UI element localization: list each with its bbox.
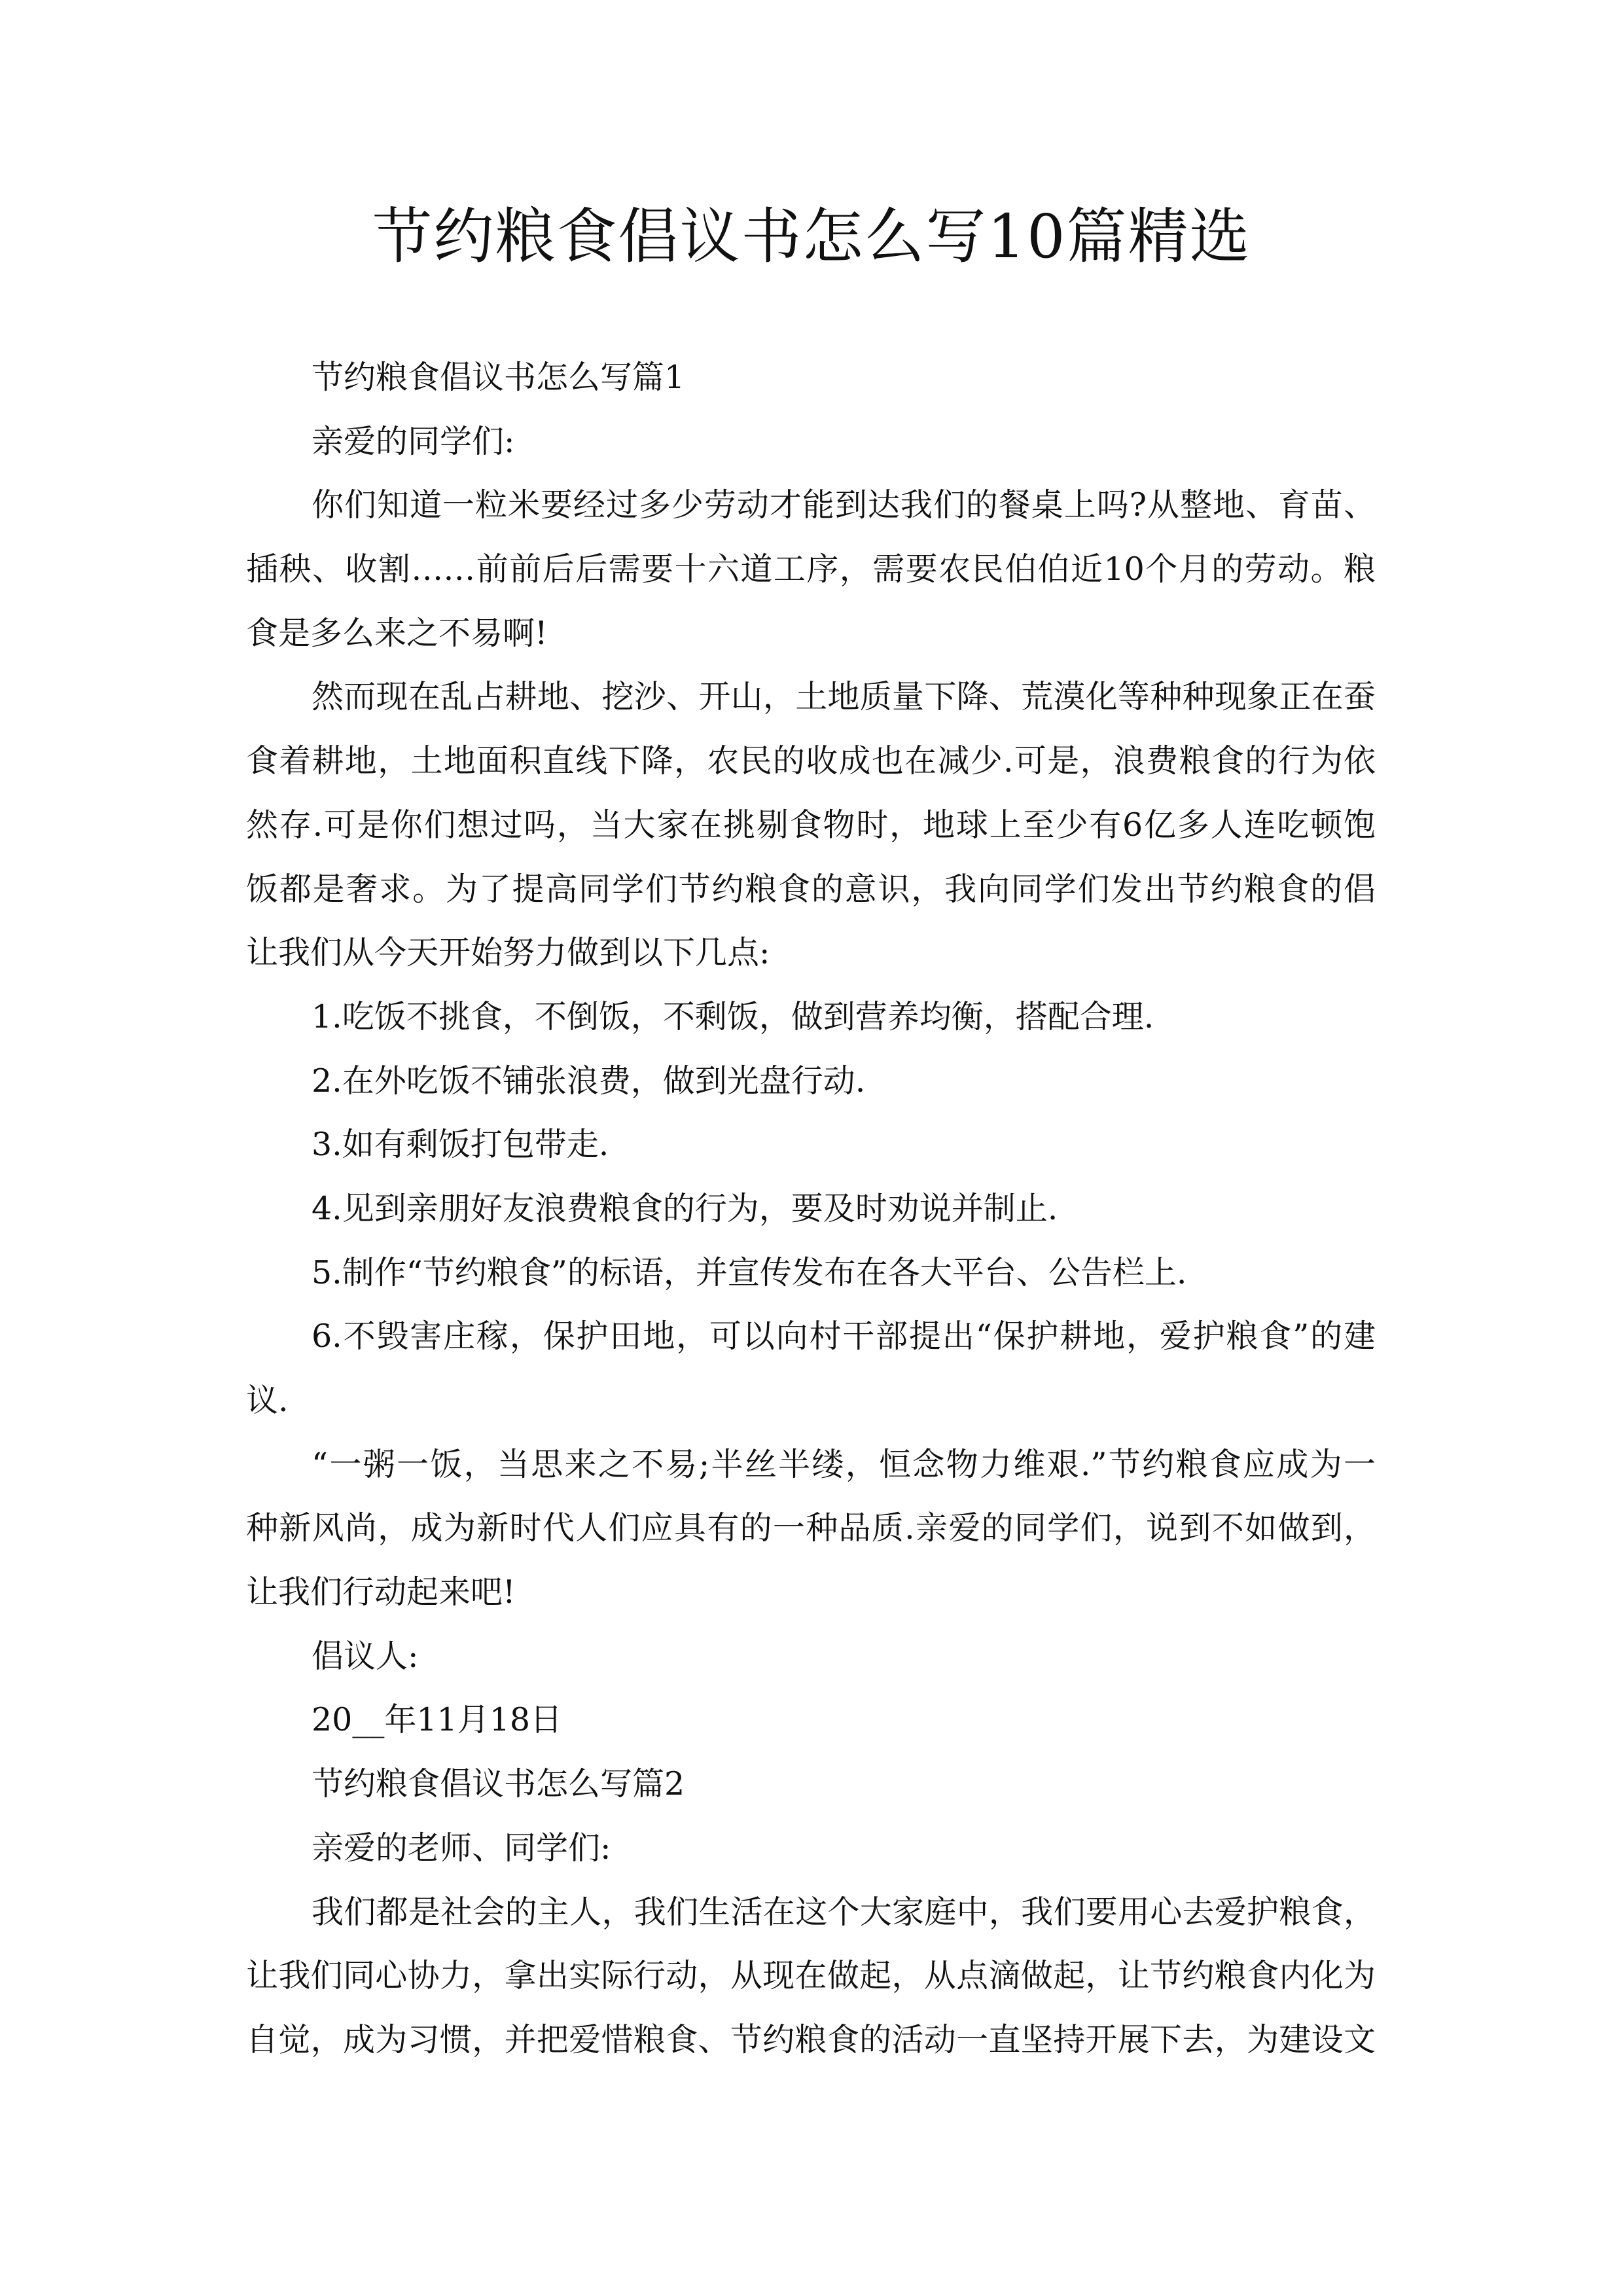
date: 20__年11月18日 — [312, 1701, 563, 1739]
paragraph-line: 让我们同心协力，拿出实际行动，从现在做起，从点滴做起，让节约粮食内化为 — [246, 1957, 1376, 1995]
list-item-continued: 议. — [246, 1382, 289, 1419]
document-title: 节约粮食倡议书怎么写10篇精选 — [372, 202, 1251, 272]
list-item: 6.不毁害庄稼，保护田地，可以向村干部提出“保护耕地，爱护粮食”的建 — [312, 1318, 1376, 1355]
salutation: 亲爱的同学们: — [312, 422, 515, 460]
salutation: 亲爱的老师、同学们: — [312, 1829, 611, 1867]
paragraph-line: 插秧、收割……前前后后需要十六道工序，需要农民伯伯近10个月的劳动。粮 — [246, 550, 1376, 588]
paragraph-line: 让我们行动起来吧! — [246, 1573, 516, 1611]
paragraph-line: “一粥一饭，当思来之不易;半丝半缕，恒念物力维艰.”节约粮食应成为一 — [312, 1445, 1376, 1483]
document-body — [246, 346, 1376, 2072]
paragraph-line: 自觉，成为习惯，并把爱惜粮食、节约粮食的活动一直坚持开展下去，为建设文 — [246, 2020, 1376, 2058]
list-item: 5.制作“节约粮食”的标语，并宣传发布在各大平台、公告栏上. — [312, 1253, 1187, 1291]
paragraph-line: 我们都是社会的主人，我们生活在这个大家庭中，我们要用心去爱护粮食， — [312, 1893, 1376, 1931]
paragraph-line: 让我们从今天开始努力做到以下几点: — [246, 934, 770, 972]
paragraph-line: 你们知道一粒米要经过多少劳动才能到达我们的餐桌上吗?从整地、育苗、 — [312, 486, 1376, 524]
list-item: 2.在外吃饭不铺张浪费，做到光盘行动. — [312, 1062, 866, 1100]
list-item: 4.见到亲朋好友浪费粮食的行为，要及时劝说并制止. — [312, 1189, 1058, 1227]
paragraph-line: 饭都是奢求。为了提高同学们节约粮食的意识，我向同学们发出节约粮食的倡 — [246, 870, 1376, 908]
paragraph-line: 然而现在乱占耕地、挖沙、开山，土地质量下降、荒漠化等种种现象正在蚕 — [312, 678, 1376, 716]
paragraph-line: 种新风尚，成为新时代人们应具有的一种品质.亲爱的同学们，说到不如做到， — [246, 1509, 1376, 1547]
list-item: 3.如有剩饭打包带走. — [312, 1126, 609, 1164]
paragraph-line: 食是多么来之不易啊! — [246, 614, 548, 652]
signature-label: 倡议人: — [312, 1637, 419, 1675]
list-item: 1.吃饭不挑食，不倒饭，不剩饭，做到营养均衡，搭配合理. — [312, 997, 1154, 1035]
paragraph-line: 然存.可是你们想过吗，当大家在挑剔食物时，地球上至少有6亿多人连吃顿饱 — [246, 806, 1376, 844]
section-heading-1: 节约粮食倡议书怎么写篇1 — [312, 359, 685, 396]
paragraph-line: 食着耕地，土地面积直线下降，农民的收成也在减少.可是，浪费粮食的行为依 — [246, 742, 1376, 780]
section-heading-2: 节约粮食倡议书怎么写篇2 — [312, 1765, 685, 1803]
